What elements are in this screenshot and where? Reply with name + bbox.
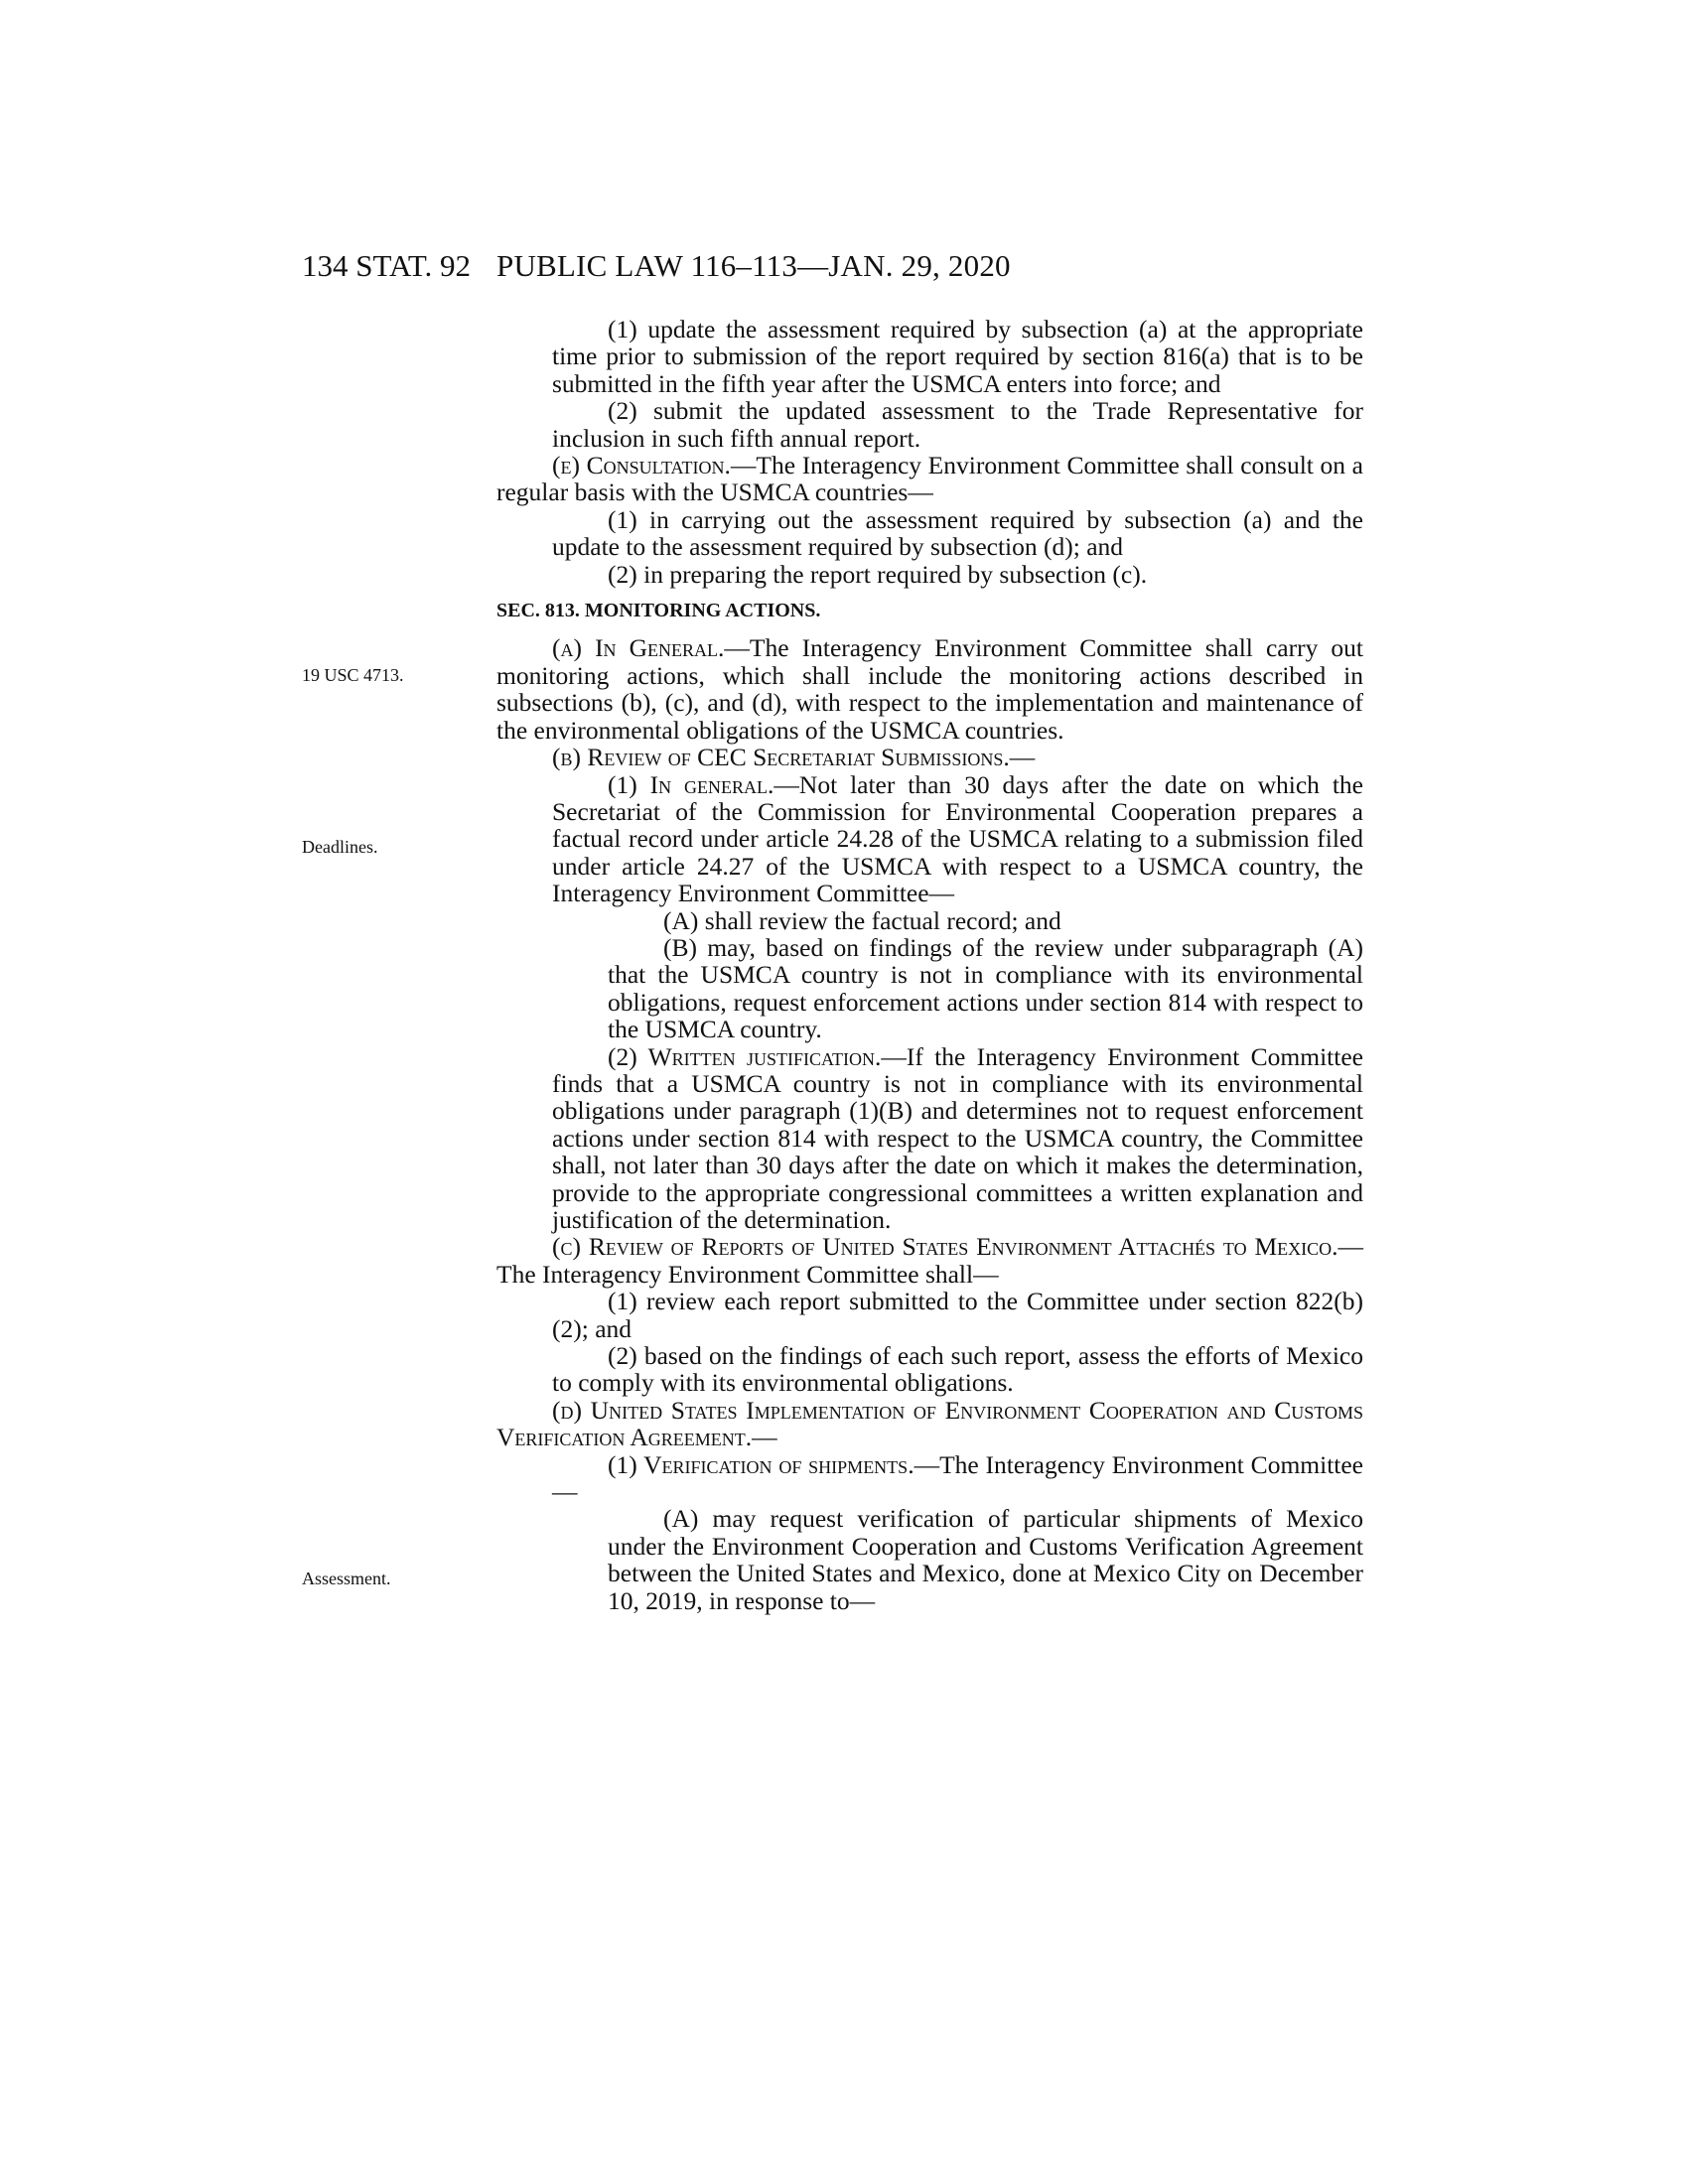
subsection-b-heading: (b) Review of CEC Secretariat Submissions.— [552, 743, 1036, 772]
subsection-c-heading: (c) Review of Reports of United States Environment Attachés to Mexico. [552, 1232, 1338, 1262]
paragraph-d2: (2) submit the updated assessment to the Trade Representative for inclusion in such fifth annual report. [552, 396, 1363, 453]
subparagraph-b1A: (A) shall review the factual record; and [663, 905, 1061, 935]
paragraph-b2 [496, 1043, 1363, 1234]
subsection-e [496, 452, 1363, 506]
subsection-a-text: —The Interagency Environment Committee shall carry out monitoring actions, which shall include the monitoring actions described in subsections (b), (c), and (d), with respect to the implementation and maintenance of the environmental obligations of the USMCA countries. [496, 633, 1363, 745]
margin-note-deadlines: Deadlines. [302, 837, 378, 857]
subsection-d-heading: (d) United States Implementation of Environment Cooperation and Customs Verification Agreement.— [496, 1395, 1363, 1452]
paragraph-b2-heading: (2) Written justification. [608, 1041, 882, 1071]
statute-text [496, 316, 1363, 1614]
paragraph-d1: (1) update the assessment required by subsection (a) at the appropriate time prior to submission of the report required by section 816(a) that is to be submitted in the fifth year after the USMCA enters into force; and [552, 315, 1363, 398]
paragraph-b2-text: —If the Interagency Environment Committee finds that a USMCA country is not in compliance with its environmental obligations under paragraph (1)(B) and determines not to request enforcement actions under section 814 with respect to the USMCA country, the Committee shall, not later than 30 days after the date on which it makes the determination, provide to the appropriate congressional committees a written explanation and justification of the determination. [552, 1041, 1363, 1234]
statute-page-number: 134 STAT. 92 [302, 248, 472, 283]
paragraph-c1: (1) review each report submitted to the Committee under section 822(b)(2); and [552, 1287, 1363, 1343]
subsection-c [496, 1233, 1363, 1288]
paragraph-dd1 [496, 1451, 1363, 1506]
margin-note-usc: 19 USC 4713. [302, 665, 404, 685]
margin-note-assessment: Assessment. [302, 1569, 391, 1588]
paragraph-dd1-text: —The Interagency Environment Committee— [552, 1449, 1363, 1507]
subparagraph-b1B: (B) may, based on findings of the review under subparagraph (A) that the USMCA country is not in compliance with its environmental obligations, request enforcement actions under section 814 with respect to the USMCA country. [608, 932, 1363, 1044]
paragraph-dd1-heading: (1) Verification of shipments. [608, 1449, 914, 1479]
subsection-a-heading: (a) In General. [552, 633, 725, 663]
section-heading: SEC. 813. MONITORING ACTIONS. [496, 600, 821, 622]
paragraph-b1-heading: (1) In general. [608, 769, 774, 799]
subparagraph-dd1A: (A) may request verification of particular shipments of Mexico under the Environment Cooperation and Customs Verification Agreement between the United States and Mexico, done at Mexico City on December 10, 2019, in response to— [608, 1504, 1363, 1615]
paragraph-e2: (2) in preparing the report required by subsection (c). [608, 559, 1148, 589]
page-header-title: PUBLIC LAW 116–113—JAN. 29, 2020 [496, 248, 1011, 283]
subsection-e-heading: (e) Consultation. [552, 451, 731, 480]
subsection-c-text: —The Interagency Environment Committee shall— [496, 1232, 1363, 1289]
paragraph-c2: (2) based on the findings of each such report, assess the efforts of Mexico to comply with its environmental obligations. [552, 1341, 1363, 1398]
paragraph-e1: (1) in carrying out the assessment required by subsection (a) and the update to the assessment required by subsection (d); and [552, 504, 1363, 562]
subsection-a [496, 634, 1363, 744]
paragraph-b1 [496, 771, 1363, 907]
subsection-e-text: —The Interagency Environment Committee shall consult on a regular basis with the USMCA countries— [496, 451, 1363, 507]
paragraph-b1-text: —Not later than 30 days after the date on which the Secretariat of the Commission for Environmental Cooperation prepares a factual record under article 24.28 of the USMCA relating to a submission filed under article 24.27 of the USMCA with respect to a USMCA country, the Interagency Environment Committee— [552, 769, 1363, 908]
